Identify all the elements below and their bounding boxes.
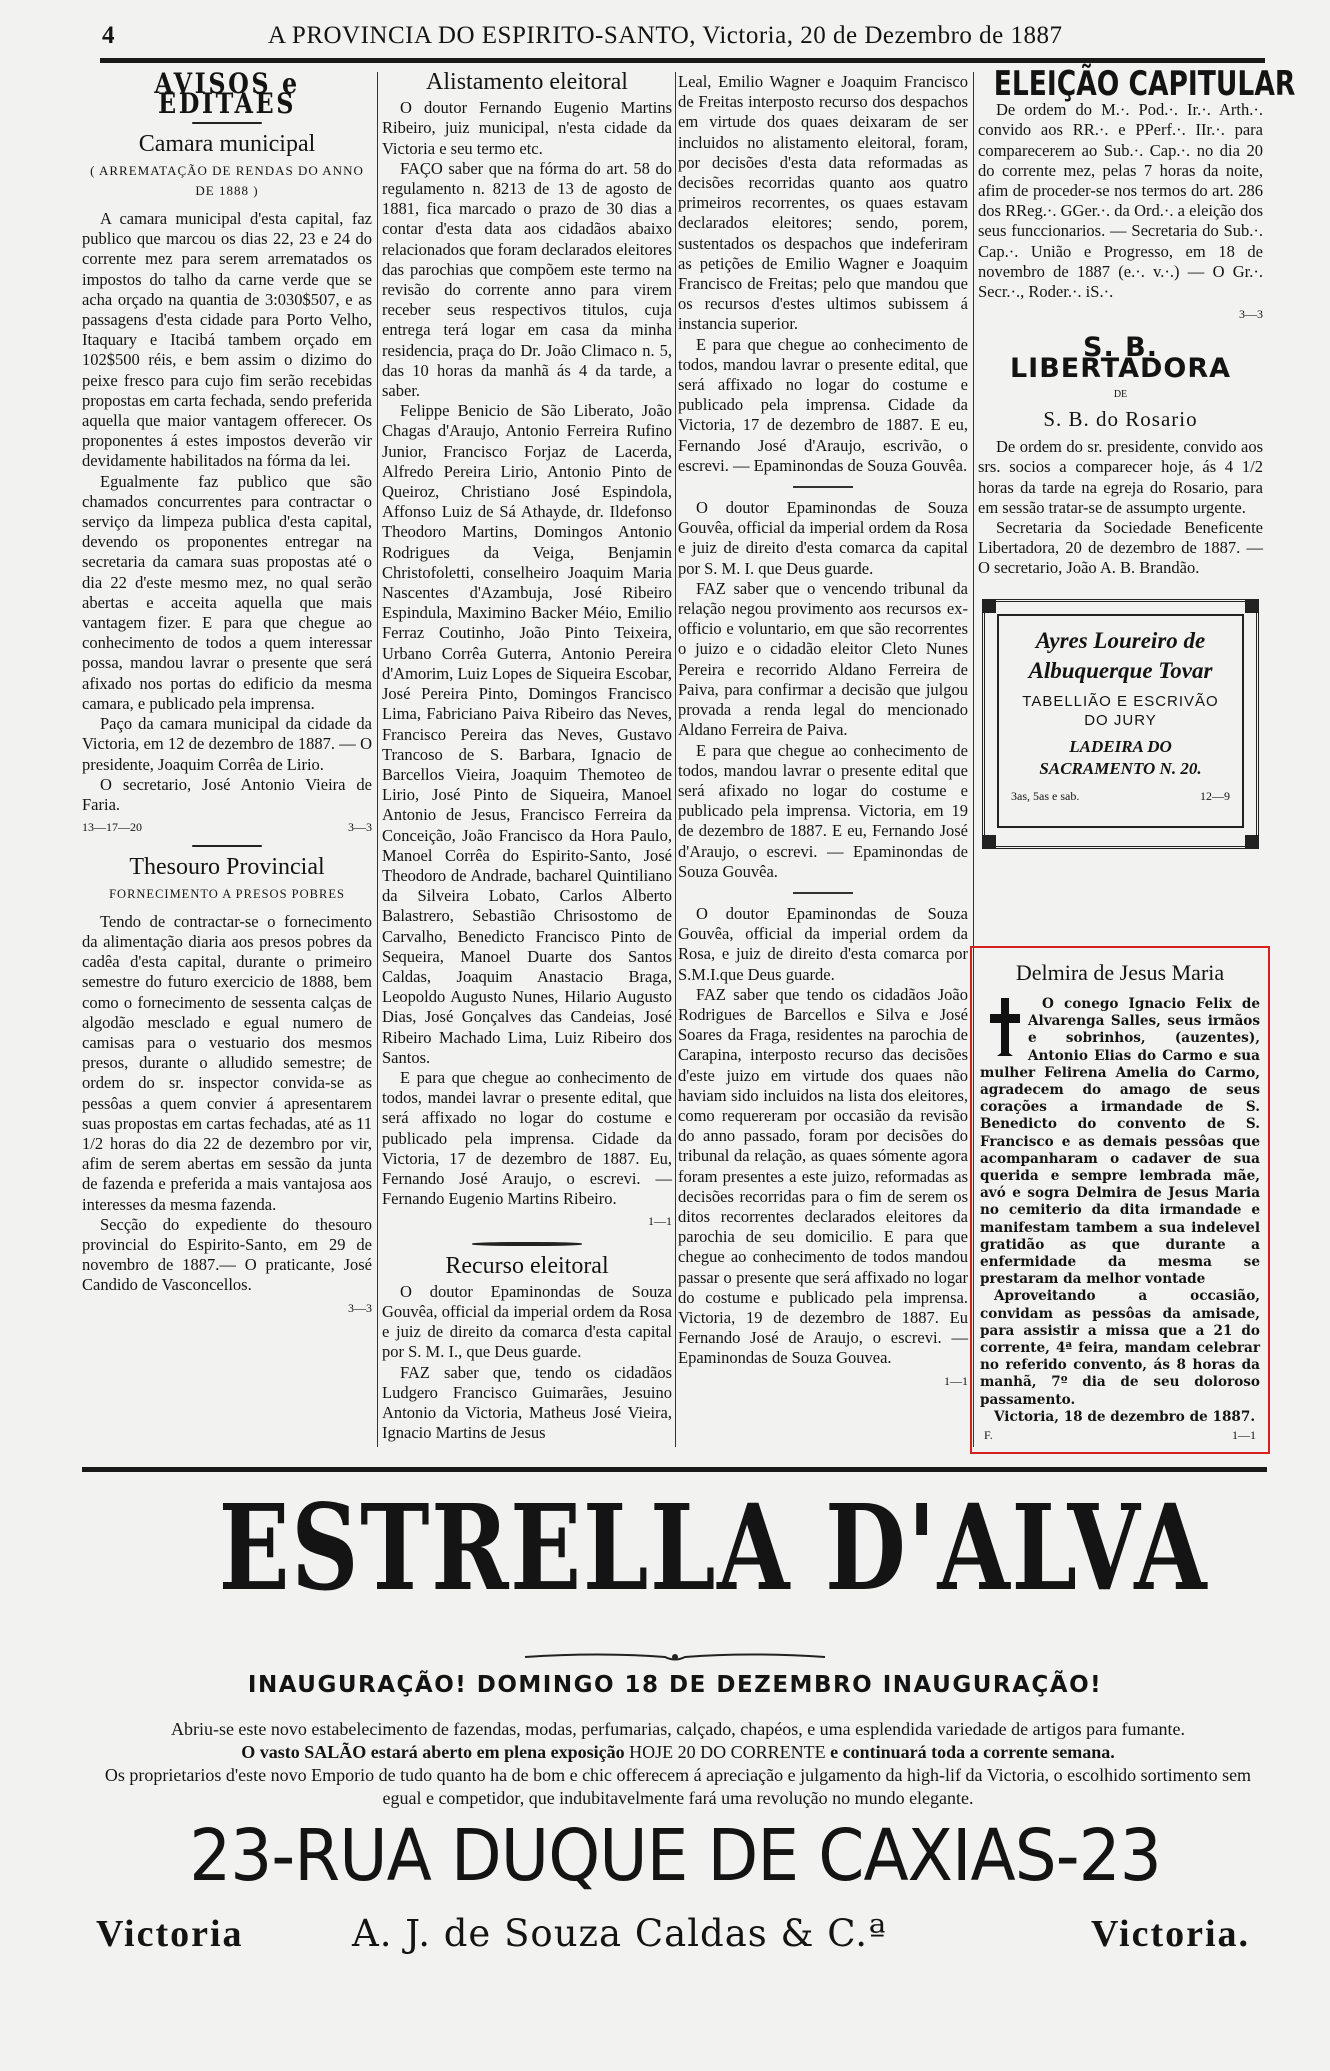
advert-title: ESTRELLA D'ALVA	[218, 1478, 1209, 1617]
column-3	[678, 72, 968, 1452]
article-connector: DE	[1113, 388, 1128, 400]
paragraph: Paço da camara municipal da cidade da Victoria, em 12 de dezembro de 1887. — O presidente, Joaquim Corrêa de Lirio.	[82, 714, 372, 774]
corner-ornament	[1245, 835, 1259, 849]
reference-line: 13—17—20 3—3	[82, 820, 372, 835]
paragraph: O conego Ignacio Felix de Alvarenga Salles, seus irmãos e sobrinhos, (auzentes), Antonio Elias do Carmo e sua mulher Felirena Amelia do Carmo, agradecem do amago de seus corações a irmandade de S. Benedicto do convento de S. Francisco e as demais pessôas que acompanharam o cadaver de sua querida e sempre lembrada mãe, avó e sogra Delmira de Jesus Maria no cemiterio da dita irmandade e manifestam tambem a sua indelevel gratidão as que durante a enfermidade da mesma se prestaram da melhor vontade	[980, 996, 1260, 1288]
tabelliao-footer: 3as, 5as e sab. 12—9	[1011, 788, 1230, 803]
column-1	[82, 67, 372, 1452]
ornament-divider	[192, 845, 262, 847]
paragraph: Secretaria da Sociedade Beneficente Libertadora, 20 de dezembro de 1887. — O secretario, João A. B. Brandão.	[978, 518, 1263, 578]
advert-line: O vasto SALÃO estará aberto em plena exposição HOJE 20 DO CORRENTE e continuará toda a corrente semana.	[241, 1742, 1115, 1762]
page-number: 4	[102, 22, 115, 49]
paragraph: FAZ saber que o vencendo tribunal da relação negou provimento aos recursos ex-officio e voluntario, em que são recorrentes o juizo e o cidadão eleitor Cleto Nunes Pereira e recorrido Aldano Ferreira de Paiva, para confirmar a decisão que julgou provada a renda legal do mencionado Aldano Ferreira de Paiva.	[678, 578, 968, 740]
tabelliao-advert	[982, 599, 1259, 849]
top-rule	[100, 58, 1265, 63]
paragraph: E para que chegue ao conhecimento de todos, mandou lavrar o presente edital, que será affixado no logar do costume e publicado pela imprensa. Cidade da Victoria, 17 de dezembro de 1887. E eu, Fernando José d'Araujo, escrivão, o escrevi. — Epaminondas de Souza Gouvêa.	[678, 334, 968, 475]
advert-line: Os proprietarios d'este novo Emporio de tudo quanto ha de bom e chic offerecem á apreciação e julgamento da high-lif da Victoria, o escolhido sortimento sem egual e competidor, que indubitavelmente fará uma revolução no mundo elegante.	[104, 1765, 1252, 1808]
advert-rule	[82, 1467, 1267, 1472]
paragraph: Secção do expediente do thesouro provincial do Espirito-Santo, em 29 de novembro de 1887.— O praticante, José Candido de Vasconcellos.	[82, 1214, 372, 1295]
reference-line: 1—1	[648, 1214, 672, 1229]
section-title: AVISOS e EDITAES	[154, 67, 300, 121]
tabelliao-address: LADEIRA DO SACRAMENTO N. 20.	[1039, 736, 1202, 778]
advert-inauguration: INAUGURAÇÃO! DOMINGO 18 DE DEZEMBRO INAUGURAÇÃO!	[247, 1672, 1103, 1698]
paragraph: O doutor Epaminondas de Souza Gouvêa, official da imperial ordem da Rosa e juiz de direito d'esta comarca da capital por S. M. I. que Deus guarde.	[678, 498, 968, 578]
tabelliao-frame	[997, 614, 1244, 828]
divider	[793, 486, 853, 488]
reference-line: 1—1	[944, 1373, 968, 1388]
paragraph: E para que chegue ao conhecimento de todos, mandou lavrar o presente edital que será afixado no logar do costume e publicado pela imprensa. Victoria, em 19 de dezembro de 1887. E eu, Fernando José d'Araujo, o escrevi. — Epaminondas de Souza Gouvêa.	[678, 740, 968, 881]
article-title: Camara municipal	[138, 131, 316, 158]
paragraph: Felippe Benicio de São Liberato, João Chagas d'Araujo, Antonio Ferreira Rufino Junior, Francisco Forjaz de Lacerda, Alfredo Pereira Lirio, Antonio Pinto de Queiroz, Christiano José Espindola, Affonso Luiz de Sá Athayde, dr. Ildefonso Theodoro Martins, Domingos Antonio Rodrigues da Veiga, Benjamin Christofoletti, conselheiro Joaquim Maria Nascentes d'Azambuja, José Ribeiro Espindula, Maximino Backer Méio, Emilio Ferraz Coutinho, João Pinto Teixeira, Urbano Corrêa Guterra, Antonio Pereira d'Amorim, Luiz Lopes de Siqueira Escobar, José Pereira Pinto, Domingos Francisco Lima, Fabriciano Paiva Ribeiro das Neves, Francisco Pereira das Neves, Gustavo Trancoso de S. Barbara, Ignacio de Barcellos Vieira, Joaquim Themoteo de Lirio, José Pinto de Siqueira, Manoel Antonio de Jesus, Francisco Ferreira da Conceição, João Francisco da Hora Paulo, Manoel Corrêa do Espirito-Santo, José Theodoro de Andrade, bacharel Quintiliano da Silveira Lobato, Carlos Alberto Balastrero, Sebastião Chrisostomo de Carvalho, Benedicto Francisco Pinto de Sequeira, Manoel Duarte dos Santos Caldas, Joaquim Anastacio Braga, Leopoldo Augusto Nunes, Hilario Augusto Dias, José Gonçalves das Candeias, José Ribeiro Machado Lima, Luiz Ribeiro dos Santos.	[382, 401, 672, 1067]
paragraph: E para que chegue ao conhecimento de todos, mandei lavrar o presente edital, que será affixado no logar do costume e publicado pela imprensa. Cidade da Victoria, 17 de dezembro de 1887. Eu, Fernando José Araujo, o escrevi. — Fernando Eugenio Martins Ribeiro.	[382, 1067, 672, 1209]
ornament-divider	[192, 122, 262, 124]
ornament-divider	[525, 1650, 825, 1664]
paragraph: De ordem do M.·. Pod.·. Ir.·. Arth.·. convido aos RR.·. e PPerf.·. IIr.·. para comparecerem ao Sub.·. Cap.·. no dia 20 do corrente mez, pelas 7 horas da noite, afim de proceder-se nos termos do art. 286 dos RReg.·. GGer.·. da Ord.·. a eleição dos seus funccionarios. — Secretaria do Sub.·. Cap.·. União e Progresso, em 18 de novembro de 1887 (e.·. v.·.) — O Gr.·. Secr.·., Roder.·. iS.·.	[978, 100, 1263, 302]
paragraph: De ordem do sr. presidente, convido aos srs. socios a comparecer hoje, ás 4 1/2 horas da tarde na egreja do Rosario, para em sessão tratar-se de assumpto urgente.	[978, 437, 1263, 517]
article-title: ELEIÇÃO CAPITULAR	[993, 64, 1296, 104]
paragraph: FAZ saber que tendo os cidadãos João Rodrigues de Barcellos e Silva e José Soares da Fraga, residentes na parochia de Carapina, interposto recurso das decisões d'este juizo em virtude dos quaes não haviam sido incluidos na lista dos eleitores, como requereram por occasião da revisão do anno passado, foram por decisões do tribunal da relação, as quaes sómente agora foram presentes a este juizo, reformadas as decisões recorridas para o fim de serem os ditos recorrentes declarados eleitores da parochia de seu domicilio. E para que chegue ao conhecimento de todos mandou passar o presente que será affixado no logar do costume e publicado pela imprensa. Victoria, 19 de dezembro de 1887. Eu Fernando José de Araujo, o escrevi. — Epaminondas de Souza Gouvea.	[678, 984, 968, 1368]
corner-ornament	[982, 599, 996, 613]
paragraph: O doutor Epaminondas de Souza Gouvêa, official da imperial ordem da Rosa e juiz de direito da comarca d'esta capital por S. M. I., que Deus guarde.	[382, 1281, 672, 1362]
paragraph: Tendo de contractar-se o fornecimento da alimentação diaria aos presos pobres da cadêa d'esta capital, durante o primeiro semestre do futuro exercicio de 1888, bem como o fornecimento de sessenta calças de algodão mesclado e egual numero de camisas para o vestuario dos mesmos presos, durante o alludido semestre; de ordem do sr. inspector convida-se as pessôas a quem convier á apresentarem suas propostas em cartas fechadas, até as 11 1/2 horas do dia 22 de dezembro por vir, afim de serem abertas em sessão da junta de fazenda e preferida a mais vantajosa aos interesses da mesma fazenda.	[82, 911, 372, 1214]
advert-address: 23-RUA DUQUE DE CAXIAS-23	[189, 1814, 1161, 1897]
paragraph: A camara municipal d'esta capital, faz publico que marcou os dias 22, 23 e 24 do corrente mez para serem arrematados os impostos do talho da carne verde que se acha orçado na quantia de 3:030$507, e as passagens d'esta cidade para Porto Velho, Itaquary e Itacibá tambem orçado em 102$500 réis, e bem assim o dizimo do peixe fresco para cujo fim serão recebidas propostas em carta fechada, sendo preferida aquella que maior vantagem offerecer. Os proponentes á estes impostos deverão vir devidamente habilitados na fórma da lei.	[82, 209, 372, 471]
article-subtitle: ( ARREMATAÇÃO DE RENDAS DO ANNO DE 1888 )	[90, 162, 364, 198]
obituary-signature: F.	[984, 1428, 993, 1443]
article-subtitle: S. B. do Rosario	[1043, 407, 1198, 432]
column-2	[382, 69, 672, 1452]
obituary-body	[980, 996, 1260, 1426]
article-title: Alistamento eleitoral	[426, 69, 628, 95]
paragraph: FAZ saber que, tendo os cidadãos Ludgero Francisco Guimarães, Jesuino Antonio da Victoria, Matheus José Vieira, Ignacio Martins de Jesus	[382, 1362, 672, 1443]
corner-ornament	[982, 835, 996, 849]
advert-body	[88, 1718, 1268, 1810]
advert-footer-left: Victoria	[96, 1913, 244, 1955]
paragraph: O doutor Epaminondas de Souza Gouvêa, official da imperial ordem da Rosa, e juiz de direito d'esta comarca por S.M.I.que Deus guarde.	[678, 903, 968, 984]
advert-line: Abriu-se este novo estabelecimento de fazendas, modas, perfumarias, calçado, chapéos, e uma esplendida variedade de artigos para fumante.	[170, 1719, 1186, 1739]
paragraph: Aproveitando a occasião, convidam as pessôas da amisade, para assistir a missa que a 21 do corrente, 4ª feira, mandam celebrar no referido convento, ás 8 horas da manhã, 7º dia de seu doloroso passamento.	[980, 1288, 1260, 1408]
tabelliao-role: TABELLIÃO E ESCRIVÃO DO JURY	[1022, 692, 1219, 729]
article-subtitle: FORNECIMENTO A PRESOS POBRES	[109, 886, 345, 901]
divider	[793, 892, 853, 894]
advert-footer-company: A. J. de Souza Caldas & C.ª	[352, 1912, 887, 1955]
corner-ornament	[1245, 599, 1259, 613]
article-title: Thesouro Provincial	[129, 854, 325, 881]
column-divider	[675, 72, 676, 1447]
advert-footer-right: Victoria.	[1091, 1913, 1251, 1955]
masthead	[100, 18, 1265, 58]
ornament-divider	[472, 1242, 582, 1246]
article-title: S. B. LIBERTADORA	[1009, 332, 1232, 384]
reference-line: 1—1	[1232, 1428, 1256, 1443]
paragraph: Leal, Emilio Wagner e Joaquim Francisco de Freitas interposto recurso dos despachos em virtude dos quaes deixaram de ser incluidos no alistamento eleitoral, foram, por decisões d'esta data reformadas as decisões recorridas quanto aos quatro primeiros recorrentes, os quaes estavam declarados eleitores; sendo, porem, sustentados os despachos que indeferiram as petições de Emilio Wagner e Joaquim Francisco de Freitas; pelo que mandou que os recursos d'estes ultimos subissem á instancia superior.	[678, 72, 968, 334]
tabelliao-name: Ayres Loureiro de Albuquerque Tovar	[1028, 627, 1213, 683]
obituary-notice	[970, 946, 1270, 1454]
article-title: Recurso eleitoral	[445, 1252, 609, 1279]
column-divider	[377, 72, 378, 1447]
paragraph: O doutor Fernando Eugenio Martins Ribeiro, juiz municipal, n'esta cidade da Victoria e seu termo etc.	[382, 98, 672, 158]
cross-icon	[988, 996, 1022, 1058]
obituary-footer	[980, 1428, 1260, 1443]
reference-line: 3—3	[1239, 307, 1263, 322]
paragraph: O secretario, José Antonio Vieira de Faria.	[82, 774, 372, 814]
reference-line: 3—3	[348, 1300, 372, 1315]
newspaper-title: A PROVINCIA DO ESPIRITO-SANTO, Victoria, 20 de Dezembro de 1887	[268, 22, 1063, 49]
obituary-title: Delmira de Jesus Maria	[1015, 960, 1225, 985]
paragraph: FAÇO saber que na fórma do art. 58 do regulamento n. 8213 de 13 de agosto de 1881, fica marcado o prazo de 30 dias a contar d'esta data aos cidadãos abaixo relacionados que foram declarados eleitores das parochias que compõem este termo na revisão do corrente anno para virem receber seus respectivos titulos, cuja entrega terá logar em casa da minha residencia, praça do Dr. João Climaco n. 5, das 10 horas da manhã ás 4 da tarde, a saber.	[382, 158, 672, 401]
paragraph: Egualmente faz publico que são chamados concurrentes para contractar o serviço da limpeza publica d'esta capital, devendo os proponentes entregar na secretaria da camara suas propostas até o dia 22 d'este mesmo mez, no qual serão abertas e acceita aquella que mais vantagem fizer. E para que chegue ao conhecimento de todos a quem interessar possa, mandou lavrar o presente que será afixado nos portas do edificio da mesma camara, e publicado pela imprensa.	[82, 471, 372, 713]
paragraph: Victoria, 18 de dezembro de 1887.	[994, 1408, 1256, 1425]
